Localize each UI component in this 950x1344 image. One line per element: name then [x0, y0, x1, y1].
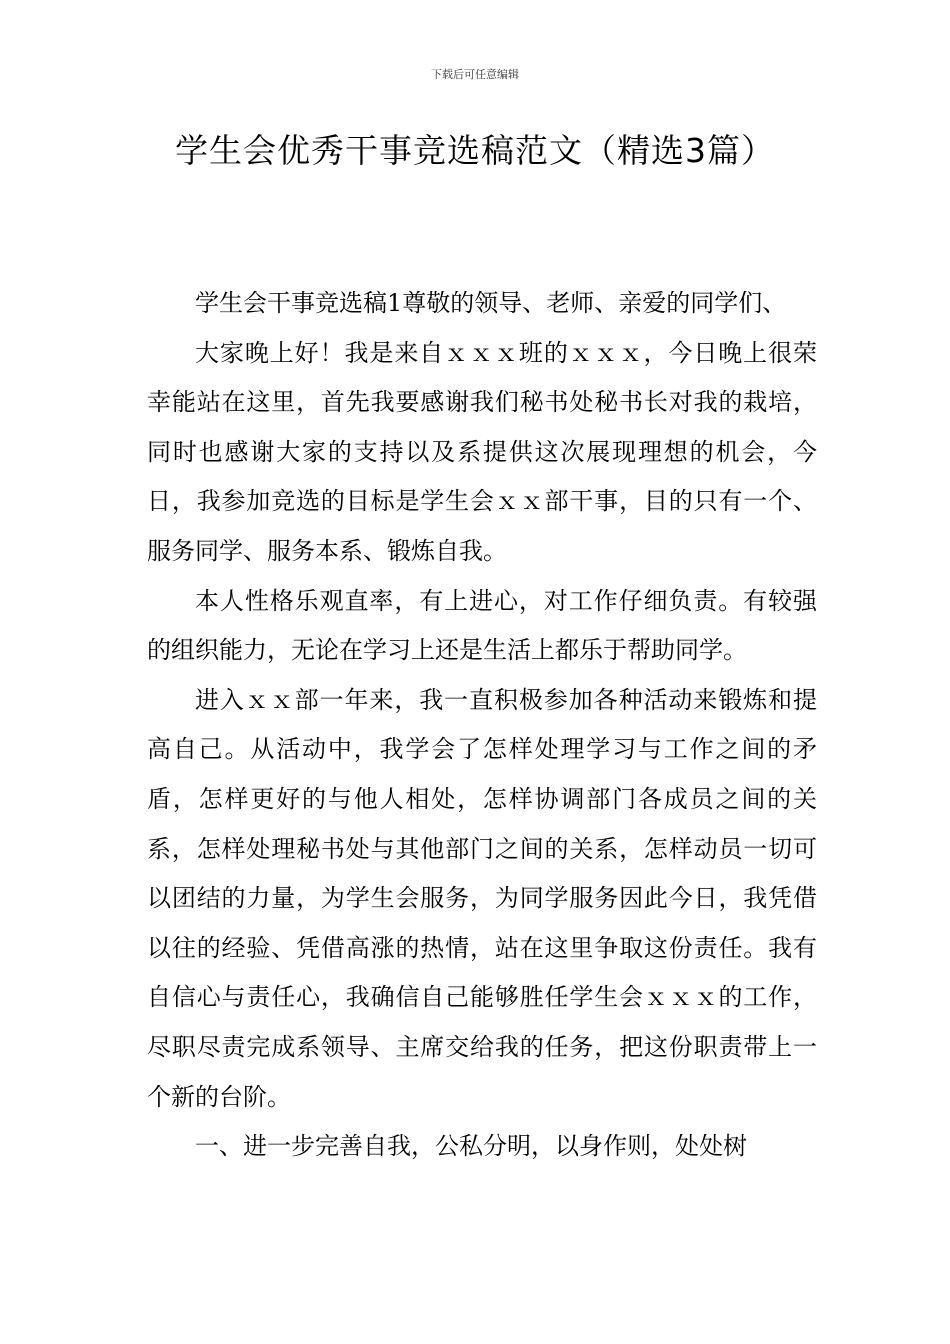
- paragraph-point-one: 一、进一步完善自我，公私分明，以身作则，处处树: [195, 1132, 747, 1161]
- paragraph-introduction: 大家晚上好！我是来自ｘｘｘ班的ｘｘｘ，今日晚上很荣幸能站在这里，首先我要感谢我们秘书处秘书长对我的栽培，同时也感谢大家的支持以及系提供这次展现理想的机会，今日，我参加竞选的目标是学生会ｘｘ部干事，目的只有一个、服务同学、服务本系、锻炼自我。: [147, 338, 817, 565]
- paragraph-experience: 进入ｘｘ部一年来，我一直积极参加各种活动来锻炼和提高自己。从活动中，我学会了怎样处理学习与工作之间的矛盾，怎样更好的与他人相处，怎样协调部门各成员之间的关系，怎样处理秘书处与其他部门之间的关系，怎样动员一切可以团结的力量，为学生会服务，为同学服务因此今日，我凭借以往的经验、凭借高涨的热情，站在这里争取这份责任。我有自信心与责任心，我确信自己能够胜任学生会ｘｘｘ的工作，尽职尽责完成系领导、主席交给我的任务，把这份职责带上一个新的台阶。: [147, 685, 817, 1111]
- paragraph-personality: 本人性格乐观直率，有上进心，对工作仔细负责。有较强的组织能力，无论在学习上还是生活上都乐于帮助同学。: [147, 586, 817, 665]
- document-body: [147, 279, 817, 1172]
- paragraph-greeting: 学生会干事竞选稿1尊敬的领导、老师、亲爱的同学们、: [195, 289, 787, 317]
- header-note: 下载后可任意编辑: [431, 68, 519, 81]
- document-title: 学生会优秀干事竞选稿范文（精选3篇）: [175, 131, 775, 170]
